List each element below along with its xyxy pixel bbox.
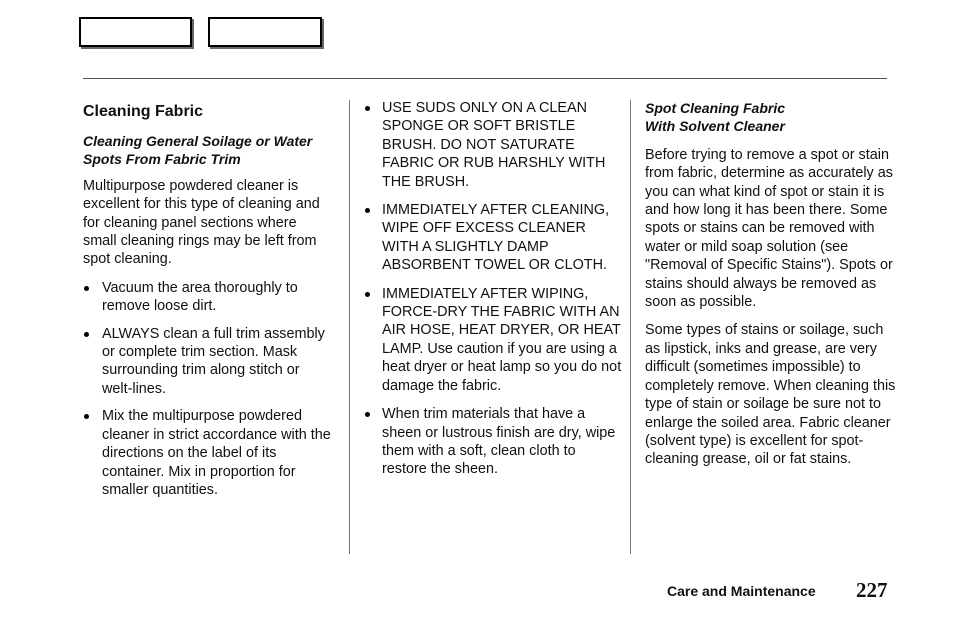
bullet-icon: [365, 106, 370, 111]
bullet-icon: [84, 414, 89, 419]
nav-button-previous[interactable]: [79, 17, 192, 47]
subheading-general-soilage: Cleaning General Soilage or Water Spots From Fabric Trim: [83, 133, 313, 168]
column-left: [83, 99, 331, 508]
list-item-text: USE SUDS ONLY ON A CLEAN SPONGE OR SOFT BRISTLE BRUSH. DO NOT SATURATE FABRIC OR RUB HARSHLY WITH THE BRUSH.: [382, 100, 606, 190]
bullet-icon: [84, 286, 89, 291]
list-item: [83, 407, 331, 499]
list-item-text: IMMEDIATELY AFTER WIPING, FORCE-DRY THE FABRIC WITH AN AIR HOSE, HEAT DRYER, OR HEAT LAMP. Use caution if you are using a heat dryer or heat lamp so you do not damage the fabric.: [382, 285, 622, 394]
cleaning-steps-list: [83, 279, 331, 499]
cleaning-cautions-list: [362, 99, 624, 479]
section-title: Cleaning Fabric: [83, 103, 204, 120]
intro-paragraph: Multipurpose powdered cleaner is excellent for this type of cleaning and for cleaning panel sections where small cleaning rings may be left from spot cleaning.: [83, 177, 320, 268]
subheading-spot-cleaning: [645, 99, 900, 136]
bullet-icon: [84, 332, 89, 337]
list-item: [362, 99, 624, 191]
page-number: 227: [856, 578, 888, 602]
bullet-icon: [365, 292, 370, 297]
bullet-icon: [365, 412, 370, 417]
difficult-stains-paragraph: Some types of stains or soilage, such as lipstick, inks and grease, are very difficult (sometimes impossible) to completely remove. When cleaning this type of stain or soilage be sure not to enlarge the soiled area. Fabric cleaner (solvent type) is excellent for spot-cleaning grease, oil or fat stains.: [645, 322, 896, 468]
list-item-text: When trim materials that have a sheen or lustrous finish are dry, wipe them with a soft, clean cloth to restore the sheen.: [382, 406, 616, 478]
list-item: [83, 279, 331, 316]
list-item: [362, 285, 624, 395]
nav-button-next[interactable]: [208, 17, 322, 47]
list-item-text: Vacuum the area thoroughly to remove loose dirt.: [102, 279, 298, 315]
list-item-text: Mix the multipurpose powdered cleaner in strict accordance with the directions on the label of its container. Mix in proportion for smaller quantities.: [102, 408, 331, 498]
list-item: [362, 405, 624, 479]
list-item-text: ALWAYS clean a full trim assembly or complete trim section. Mask surrounding trim along stitch or welt-lines.: [102, 325, 325, 397]
column-divider: [349, 100, 350, 554]
column-middle: [362, 99, 624, 489]
spot-cleaning-paragraph: Before trying to remove a spot or stain from fabric, determine as accurately as you can what kind of spot or stain it is and how long it has been there. Some spots or stains can be removed with water or mild soap solution (see "Removal of Specific Stains"). Spots or stains should always be removed as soon as possible.: [645, 146, 893, 311]
subheading-line: Spot Cleaning Fabric: [645, 100, 786, 116]
bullet-icon: [365, 208, 370, 213]
header-divider: [83, 78, 887, 79]
column-divider: [630, 100, 631, 554]
list-item: [83, 325, 331, 399]
list-item-text: IMMEDIATELY AFTER CLEANING, WIPE OFF EXCESS CLEANER WITH A SLIGHTLY DAMP ABSORBENT TOWEL OR CLOTH.: [382, 202, 610, 274]
footer-section-label: Care and Maintenance: [667, 583, 816, 599]
list-item: [362, 201, 624, 275]
column-right: [645, 99, 900, 479]
subheading-line: With Solvent Cleaner: [645, 118, 785, 135]
